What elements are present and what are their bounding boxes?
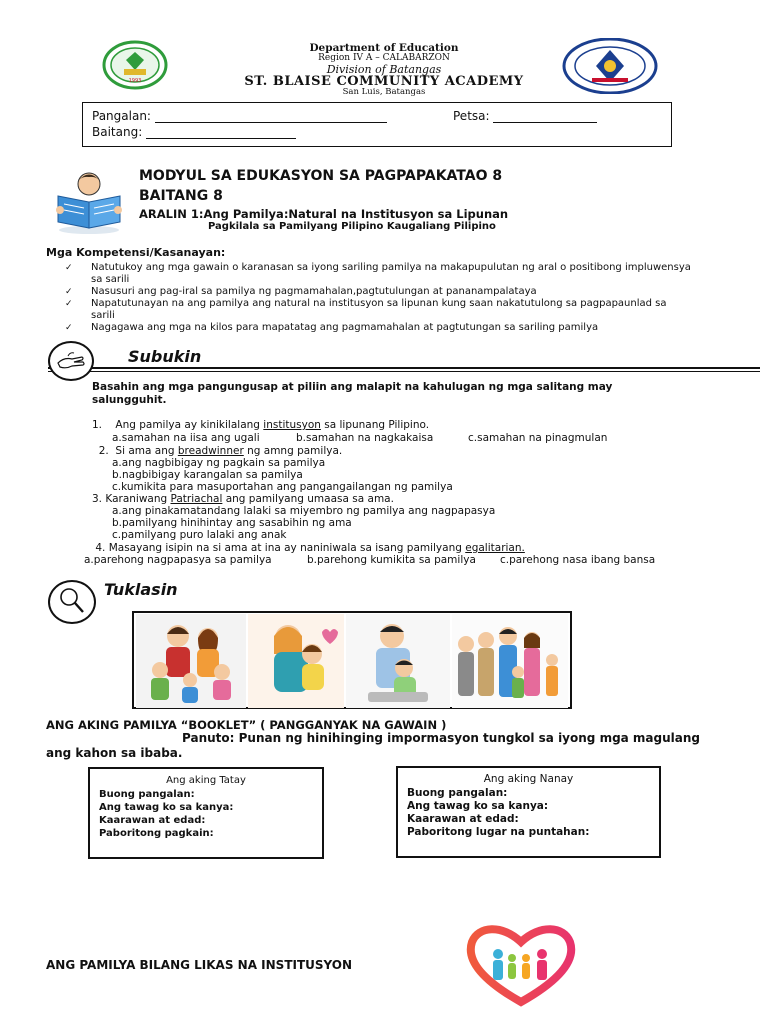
underlined-term: egalitarian. bbox=[465, 542, 525, 554]
family-illustration-1 bbox=[136, 614, 246, 708]
underlined-term: institusyon bbox=[263, 419, 321, 431]
tuklasin-icon-circle bbox=[48, 580, 96, 624]
nanay-birthday-label: Kaarawan at edad: bbox=[407, 813, 519, 825]
tatay-box-title: Ang aking Tatay bbox=[166, 775, 246, 786]
subukin-divider-thin bbox=[48, 371, 760, 372]
school-name: ST. BLAISE COMMUNITY ACADEMY bbox=[244, 74, 524, 89]
choice-3b[interactable]: b.pamilyang hinihintay ang sasabihin ng ama bbox=[112, 517, 352, 529]
svg-text:1993: 1993 bbox=[128, 78, 142, 84]
family-illustration-4 bbox=[452, 614, 568, 708]
grade-title: BAITANG 8 bbox=[139, 188, 223, 204]
booklet-instruction: Panuto: Punan ng hinihinging impormasyon tungkol sa iyong mga magulang ang kahon sa ibaba. bbox=[46, 731, 701, 760]
nanay-nickname-label: Ang tawag ko sa kanya: bbox=[407, 800, 549, 812]
lesson-subtitle: Pagkilala sa Pamilyang Pilipino Kaugaliang Pilipino bbox=[208, 221, 496, 232]
nanay-info-box[interactable] bbox=[396, 766, 661, 858]
booklet-title: ANG AKING PAMILYA “BOOKLET” ( PANGGANYAK NA GAWAIN ) bbox=[46, 718, 447, 732]
checkmark-icon: ✓ bbox=[65, 323, 73, 333]
subukin-icon-circle bbox=[48, 341, 94, 381]
tatay-nickname-label: Ang tawag ko sa kanya: bbox=[99, 802, 234, 813]
lesson-title: ARALIN 1:Ang Pamilya:Natural na Institusyon sa Lipunan bbox=[139, 207, 509, 221]
question-4: 4. Masayang isipin na si ama at ina ay naniniwala sa isang pamilyang egalitarian. bbox=[95, 542, 525, 554]
subukin-divider bbox=[48, 367, 760, 369]
underlined-term: Patriachal bbox=[170, 493, 223, 505]
choice-4c[interactable]: c.parehong nasa ibang bansa bbox=[500, 554, 656, 566]
family-illustration-2 bbox=[248, 614, 344, 708]
subukin-title: Subukin bbox=[128, 347, 202, 366]
footer-title: ANG PAMILYA BILANG LIKAS NA INSTITUSYON bbox=[46, 958, 353, 972]
family-heart-logo bbox=[462, 920, 580, 1010]
department-name: Department of Education bbox=[309, 42, 459, 54]
magnifier-icon bbox=[50, 582, 94, 622]
name-row bbox=[92, 109, 387, 123]
family-illustration-3 bbox=[346, 614, 450, 708]
subukin-instruction: Basahin ang mga pangungusap at piliin ang malapit na kahulugan ng mga salitang may salungguhit. bbox=[92, 381, 613, 406]
tatay-birthday-label: Kaarawan at edad: bbox=[99, 815, 206, 826]
choice-2c[interactable]: c.kumikita para masuportahan ang pangangailangan ng pamilya bbox=[112, 481, 453, 493]
date-label: Petsa: bbox=[453, 109, 490, 123]
question-1: 1. Ang pamilya ay kinikilalang institusyon sa lipunang Pilipino. bbox=[92, 419, 430, 431]
name-field[interactable] bbox=[155, 110, 387, 123]
grade-label: Baitang: bbox=[92, 125, 143, 139]
grade-field[interactable] bbox=[146, 126, 296, 139]
choice-2b[interactable]: b.nagbibigay karangalan sa pamilya bbox=[112, 469, 303, 481]
tuklasin-title: Tuklasin bbox=[104, 580, 178, 599]
underlined-term: breadwinner bbox=[177, 445, 244, 457]
hand-icon bbox=[50, 343, 92, 379]
tatay-info-box[interactable] bbox=[88, 767, 324, 859]
student-info-box bbox=[82, 102, 672, 147]
grade-row bbox=[92, 125, 296, 139]
choice-4a[interactable]: a.parehong nagpapasya sa pamilya bbox=[84, 554, 272, 566]
choice-4b[interactable]: b.parehong kumikita sa pamilya bbox=[307, 554, 476, 566]
tatay-full-name-label: Buong pangalan: bbox=[99, 789, 195, 800]
module-title: MODYUL SA EDUKASYON SA PAGPAPAKATAO 8 bbox=[139, 168, 503, 184]
competencies-title: Mga Kompetensi/Kasanayan: bbox=[46, 246, 226, 259]
region-name: Region IV A – CALABARZON bbox=[318, 53, 450, 63]
checkmark-icon: ✓ bbox=[65, 287, 73, 297]
reading-boy-illustration bbox=[50, 170, 128, 234]
nanay-box-title: Ang aking Nanay bbox=[483, 773, 574, 785]
tatay-favorite-food-label: Paboritong pagkain: bbox=[99, 828, 214, 839]
checkmark-icon: ✓ bbox=[65, 263, 73, 273]
choice-3c[interactable]: c.pamilyang puro lalaki ang anak bbox=[112, 529, 287, 541]
question-3: 3. Karaniwang Patriachal ang pamilyang umaasa sa ama. bbox=[92, 493, 394, 505]
date-row bbox=[453, 109, 597, 123]
family-images-box bbox=[132, 611, 572, 709]
choice-3a[interactable]: a.ang pinakamatandang lalaki sa miyembro ng pamilya ang nagpapasya bbox=[112, 505, 496, 517]
division-name: Division of Batangas bbox=[326, 63, 442, 76]
school-town: San Luis, Batangas bbox=[342, 87, 426, 97]
choice-1a[interactable]: a.samahan na iisa ang ugali bbox=[112, 432, 260, 444]
checkmark-icon: ✓ bbox=[65, 299, 73, 309]
question-2: 2. Si ama ang breadwinner ng amng pamilya. bbox=[98, 445, 343, 457]
choice-1b[interactable]: b.samahan na nagkakaisa bbox=[296, 432, 434, 444]
nanay-full-name-label: Buong pangalan: bbox=[407, 787, 508, 799]
choice-1c[interactable]: c.samahan na pinagmulan bbox=[468, 432, 608, 444]
date-field[interactable] bbox=[493, 110, 597, 123]
nanay-favorite-place-label: Paboritong lugar na puntahan: bbox=[407, 826, 590, 838]
name-label: Pangalan: bbox=[92, 109, 151, 123]
choice-2a[interactable]: a.ang nagbibigay ng pagkain sa pamilya bbox=[112, 457, 326, 469]
